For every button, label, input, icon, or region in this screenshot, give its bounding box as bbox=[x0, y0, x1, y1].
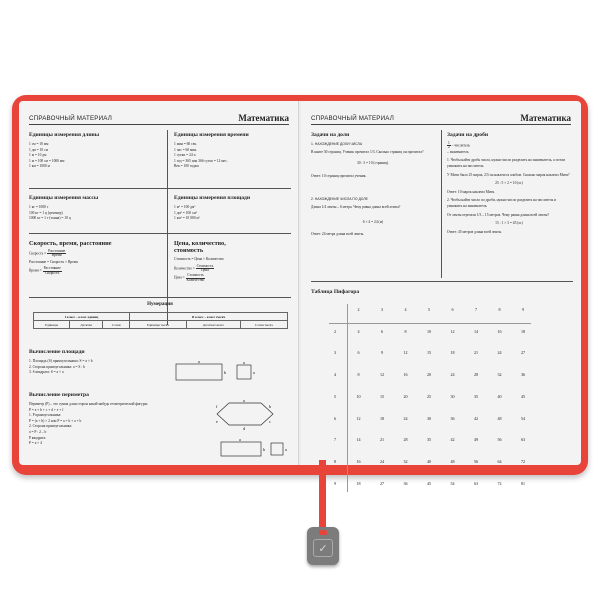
left-page bbox=[19, 101, 299, 465]
pythagoras-cell: 32 bbox=[403, 458, 408, 464]
pythagoras-cell: 63 bbox=[520, 437, 526, 443]
denominator-def: – знаменатель bbox=[447, 149, 469, 154]
fractions-problem: От ленты отрезали 1/3 – 15 метров. Чему равна длина всей ленты? bbox=[447, 212, 549, 217]
price-formula-left: Цена = bbox=[174, 276, 185, 281]
divider bbox=[29, 188, 291, 189]
area-units-section bbox=[174, 195, 292, 222]
fractions-title: Задачи на дроби bbox=[447, 132, 489, 138]
speed-section bbox=[29, 240, 161, 275]
time-units-section bbox=[174, 132, 292, 170]
pythagoras-cell: 8 bbox=[357, 372, 360, 378]
pythagoras-cell: 8 bbox=[333, 458, 337, 464]
pythagoras-cell: 15 bbox=[426, 350, 432, 356]
pythagoras-header-cell: 7 bbox=[474, 307, 478, 312]
pythagoras-cell: 25 bbox=[426, 393, 432, 399]
pythagoras-cell: 9 bbox=[333, 480, 337, 486]
pythagoras-cell: 9 bbox=[380, 350, 384, 356]
pythagoras-cell: 21 bbox=[473, 350, 479, 356]
area-calc-line: 3. S квадрата: S = a × a bbox=[29, 370, 64, 375]
area-calc-line: 2. Сторона прямоугольника: a = S : b bbox=[29, 364, 85, 369]
length-line: 1 см = 10 мм bbox=[29, 142, 49, 146]
pythagoras-cell: 18 bbox=[450, 350, 455, 356]
pythagoras-cell: 24 bbox=[497, 350, 502, 356]
pythagoras-cell: 12 bbox=[403, 350, 408, 356]
pythagoras-vertical-line bbox=[347, 304, 348, 492]
pythagoras-cell: 35 bbox=[473, 393, 479, 399]
shares-calc: 30 : 3 = 10 (страниц). bbox=[356, 161, 390, 166]
pythagoras-cell: 27 bbox=[379, 480, 385, 486]
numeration-title-wrap bbox=[29, 301, 291, 311]
area-units-title: Единицы измерения площади bbox=[174, 195, 251, 201]
diagram-label: b bbox=[263, 447, 265, 452]
pythagoras-cell: 56 bbox=[473, 458, 479, 464]
pythagoras-cell: 48 bbox=[497, 415, 502, 421]
numeration-cell: Единицы bbox=[34, 321, 70, 329]
fractions-problem: У Мити было 25 марок, 2/5 он наклеил в альбом. Сколько марок наклеил Митя? bbox=[447, 172, 570, 177]
mass-line: 100 кг = 1 ц (центнер) bbox=[29, 210, 63, 215]
numeration-table bbox=[33, 312, 288, 329]
area-line: 1 дм² = 100 см² bbox=[174, 210, 197, 215]
pythagoras-cell: 49 bbox=[473, 437, 479, 443]
pythagoras-cell: 5 bbox=[333, 393, 337, 399]
pythagoras-cell: 2 bbox=[333, 328, 337, 334]
pythagoras-cell: 4 bbox=[357, 328, 360, 334]
rectangle-diagram bbox=[171, 359, 261, 385]
diagram-label: e bbox=[216, 419, 218, 424]
divider bbox=[29, 233, 291, 234]
shares-problem: Длина 1/4 ленты – 6 метра. Чему равна длина всей ленты? bbox=[311, 204, 401, 209]
speed-title: Скорость, время, расстояние bbox=[29, 240, 112, 247]
pythagoras-cell: 42 bbox=[473, 415, 479, 421]
numerator-def: – числитель bbox=[451, 143, 471, 148]
numeration-title: Нумерация bbox=[147, 302, 173, 307]
diagram-label: b bbox=[269, 404, 271, 409]
pythagoras-cell: 54 bbox=[520, 415, 526, 421]
pythagoras-header-cell: 6 bbox=[451, 307, 454, 312]
pythagoras-cell: 18 bbox=[520, 328, 526, 334]
pythagoras-cell: 4 bbox=[333, 372, 337, 378]
fractions-rule: 1. Чтобы найти дробь числа, нужно число разделить на знаменатель, а потом умножить на числитель. bbox=[447, 158, 565, 168]
pythagoras-header-cell: 3 bbox=[380, 307, 384, 312]
diagram-label: f bbox=[216, 404, 218, 409]
pythagoras-cell: 56 bbox=[497, 437, 502, 443]
time-units-title: Единицы измерения времени bbox=[174, 132, 249, 138]
pythagoras-cell: 35 bbox=[426, 437, 432, 443]
pythagoras-header-cell: 9 bbox=[521, 307, 525, 312]
pythagoras-cell: 20 bbox=[426, 372, 432, 378]
divider bbox=[167, 130, 168, 325]
pythagoras-title: Таблица Пифагора bbox=[311, 289, 360, 295]
pythagoras-cell: 15 bbox=[379, 393, 385, 399]
right-page bbox=[301, 101, 581, 486]
diagram-label: d bbox=[243, 426, 245, 431]
quantity-formula-left: Количество = bbox=[174, 266, 195, 271]
price-section bbox=[174, 240, 292, 282]
pythagoras-horizontal-line bbox=[329, 323, 531, 324]
diagram-label: a bbox=[243, 360, 245, 365]
numeration-cell: Десятки bbox=[70, 321, 103, 329]
area-line: 1 км² = 10 000 м² bbox=[174, 216, 200, 221]
pythagoras-cell: 8 bbox=[404, 328, 407, 334]
perimeter-line: 1. P прямоугольника: bbox=[29, 413, 62, 418]
shares-calc: 6 × 4 = 24 (м) bbox=[362, 219, 384, 224]
fractions-rule: 2. Чтобы найти число по дроби, нужно число разделить на числитель и умножить на знаменатель. bbox=[447, 198, 557, 208]
numeration-cell: Десятки тысяч bbox=[186, 321, 240, 329]
pythagoras-cell: 24 bbox=[379, 458, 385, 464]
class-thousands-header: II класс – класс тысяч bbox=[129, 313, 287, 321]
time-line: 1 мин = 60 сек. bbox=[174, 142, 198, 146]
pythagoras-cell: 14 bbox=[356, 437, 361, 443]
mass-units-title: Единицы измерения массы bbox=[29, 195, 99, 201]
diagram-label: a bbox=[239, 437, 241, 442]
perimeter-line: a = P : 2 – b bbox=[29, 429, 47, 434]
pythagoras-header-cell: 4 bbox=[404, 307, 407, 312]
pythagoras-cell: 36 bbox=[450, 415, 455, 421]
perimeter-line: P квадрата: bbox=[29, 435, 47, 440]
pythagoras-cell: 14 bbox=[473, 328, 479, 334]
pythagoras-cell: 20 bbox=[403, 393, 408, 399]
pythagoras-cell: 54 bbox=[450, 480, 455, 486]
perimeter-line: P = a × 4 bbox=[29, 441, 42, 446]
pythagoras-cell: 10 bbox=[356, 393, 361, 399]
area-calc-title: Вычисление площади bbox=[29, 349, 85, 355]
cost-formula: Стоимость = Цена × Количество bbox=[174, 257, 224, 261]
distance-formula: Расстояние = Скорость × Время bbox=[29, 259, 78, 264]
fractions-calc: 25 : 5 × 2 = 10 (м.) bbox=[495, 181, 523, 186]
pythagoras-header-cell: 2 bbox=[357, 307, 360, 312]
mass-units-section bbox=[29, 195, 157, 222]
pythagoras-header-cell: 8 bbox=[498, 307, 501, 312]
length-units-section bbox=[29, 132, 157, 170]
pythagoras-cell: 30 bbox=[426, 415, 432, 421]
pythagoras-cell: 18 bbox=[356, 480, 361, 486]
fractions-answer: Ответ: 45 метров длина всей ленты. bbox=[447, 229, 502, 234]
area-line: 1 м² = 100 дм² bbox=[174, 205, 196, 209]
pythagoras-cell: 40 bbox=[497, 393, 502, 399]
diagram-label: a bbox=[198, 359, 200, 364]
quantity-fraction: $\frac{\text{Стоимость}}{\text{Цена}}$ bbox=[196, 263, 214, 272]
shares-subtitle: 2. НАХОЖДЕНИЕ ЧИСЛА ПО ДОЛЕ bbox=[311, 197, 368, 202]
pythagoras-cell: 6 bbox=[380, 328, 384, 334]
price-title: Цена, количество, стоимость bbox=[174, 240, 226, 254]
checkmark-logo-icon: ✓ bbox=[313, 539, 333, 557]
diagram-label: a bbox=[243, 398, 245, 403]
right-header-subject: Математика bbox=[520, 113, 571, 123]
numeration-cell: Сотни bbox=[103, 321, 130, 329]
price-fraction: $\frac{\text{Стоимость}}{\text{Количество}}$ bbox=[186, 273, 205, 282]
pythagoras-cell: 42 bbox=[450, 437, 455, 443]
pythagoras-cell: 21 bbox=[379, 437, 385, 443]
pythagoras-cell: 28 bbox=[473, 372, 479, 378]
pythagoras-cell: 45 bbox=[520, 393, 526, 399]
pythagoras-cell: 72 bbox=[520, 458, 526, 464]
pythagoras-cell: 28 bbox=[403, 437, 408, 443]
pythagoras-cell: 10 bbox=[426, 328, 432, 334]
pythagoras-header-cell: 5 bbox=[427, 307, 431, 312]
pythagoras-cell: 24 bbox=[450, 372, 455, 378]
pythagoras-cell: 12 bbox=[379, 372, 385, 378]
perimeter-line: P = a + b + c + d + e + f bbox=[29, 407, 64, 412]
pythagoras-cell: 12 bbox=[356, 415, 361, 421]
tag-hole bbox=[319, 530, 327, 535]
fractions-calc: 15 : 1 × 3 = 45 (м.) bbox=[495, 221, 523, 226]
pythagoras-cell: 16 bbox=[497, 328, 502, 334]
length-units-title: Единицы измерения длины bbox=[29, 132, 100, 138]
time-line: 1 час = 60 мин. bbox=[174, 147, 198, 152]
class-units-header: I класс – класс единиц bbox=[34, 313, 130, 321]
time-line: 1 год = 365 или 366 суток = 12 мес. bbox=[174, 158, 228, 163]
length-line: 1 дм = 10 см bbox=[29, 147, 48, 152]
divider bbox=[29, 297, 291, 298]
left-header-subject: Математика bbox=[238, 113, 289, 123]
speed-formula-left: Скорость = bbox=[29, 251, 47, 256]
pythagoras-cell: 12 bbox=[450, 328, 455, 334]
time-formula-left: Время = bbox=[29, 269, 42, 274]
perimeter-line: 2. Сторона прямоугольника: bbox=[29, 424, 73, 429]
pythagoras-cell: 81 bbox=[520, 480, 526, 486]
pythagoras-cell: 36 bbox=[403, 480, 408, 486]
pythagoras-cell: 3 bbox=[333, 350, 337, 356]
pythagoras-cell: 45 bbox=[426, 480, 432, 486]
diagram-label: a bbox=[253, 370, 255, 375]
hexagon-diagram bbox=[199, 397, 294, 461]
pythagoras-cell: 63 bbox=[473, 480, 479, 486]
pythagoras-cell: 48 bbox=[450, 458, 455, 464]
perimeter-title: Вычисление периметра bbox=[29, 392, 89, 398]
mass-line: 1 кг = 1000 г bbox=[29, 205, 49, 209]
speed-fraction: $\frac{\text{Расстояние}}{\text{Время}}$ bbox=[48, 249, 66, 258]
pythagoras-cell: 6 bbox=[333, 415, 337, 421]
numeration-cell: Единицы тысяч bbox=[129, 321, 186, 329]
diagram-label: c bbox=[269, 419, 271, 424]
pythagoras-cell: 27 bbox=[520, 350, 526, 356]
left-header-label: СПРАВОЧНЫЙ МАТЕРИАЛ bbox=[29, 115, 112, 122]
pythagoras-cell: 24 bbox=[403, 415, 408, 421]
length-line: 1 м = 100 см = 1000 мм bbox=[29, 158, 65, 163]
pythagoras-cell: 72 bbox=[497, 480, 502, 486]
right-header-label: СПРАВОЧНЫЙ МАТЕРИАЛ bbox=[311, 115, 394, 122]
perimeter-intro: Периметр (P) – это сумма длин сторон какой-нибудь геометрической фигуры: bbox=[29, 402, 149, 406]
diagram-label: b bbox=[224, 370, 226, 375]
fractions-answer: Ответ: 10 марок наклеил Митя. bbox=[447, 189, 495, 194]
fraction-symbol: $\frac{1}{2}$ bbox=[448, 141, 450, 150]
shares-title: Задачи на доли bbox=[311, 132, 350, 138]
pythagoras-cell: 16 bbox=[356, 458, 361, 464]
time-line: 1 сутки = 24 ч. bbox=[174, 153, 197, 158]
length-line: 1 м = 10 дм bbox=[29, 153, 47, 158]
pythagoras-cell: 16 bbox=[403, 372, 408, 378]
perimeter-line: P = (a + b) × 2 или P = a + b + a + b bbox=[29, 418, 82, 423]
pythagoras-table bbox=[301, 101, 581, 486]
diagram-label: a bbox=[285, 447, 287, 452]
area-calc-line: 1. Площадь (S) прямоугольника: S = a × b bbox=[29, 359, 93, 363]
pythagoras-cell: 32 bbox=[497, 372, 502, 378]
pythagoras-cell: 40 bbox=[426, 458, 432, 464]
time-line: Век = 100 годам bbox=[174, 164, 199, 169]
pythagoras-cell: 6 bbox=[357, 350, 360, 356]
shares-subtitle: 1. НАХОЖДЕНИЕ ДОЛИ ЧИСЛА bbox=[311, 142, 362, 146]
numeration-cell: Сотни тысяч bbox=[240, 321, 287, 329]
shares-answer: Ответ: 24 метра длина всей ленты. bbox=[311, 232, 365, 237]
time-fraction: $\frac{\text{Расстояние}}{\text{Скорость}}$ bbox=[43, 266, 61, 275]
length-line: 1 км = 1000 м bbox=[29, 164, 50, 169]
shares-problem: В книге 30 страниц. Ученик прочитал 1/3. Сколько страниц он прочитал? bbox=[311, 149, 424, 154]
pythagoras-cell: 36 bbox=[520, 372, 526, 378]
left-page-header bbox=[29, 113, 289, 125]
pythagoras-cell: 18 bbox=[379, 415, 385, 421]
shares-answer: Ответ: 10 страниц прочитал ученик. bbox=[311, 173, 367, 178]
pythagoras-cell: 7 bbox=[333, 437, 337, 443]
pythagoras-cell: 30 bbox=[450, 393, 455, 399]
mass-line: 1000 кг = 1 т (тонна) = 10 ц bbox=[29, 216, 71, 221]
pythagoras-cell: 64 bbox=[497, 458, 502, 464]
bookmark-tag[interactable] bbox=[307, 527, 339, 565]
